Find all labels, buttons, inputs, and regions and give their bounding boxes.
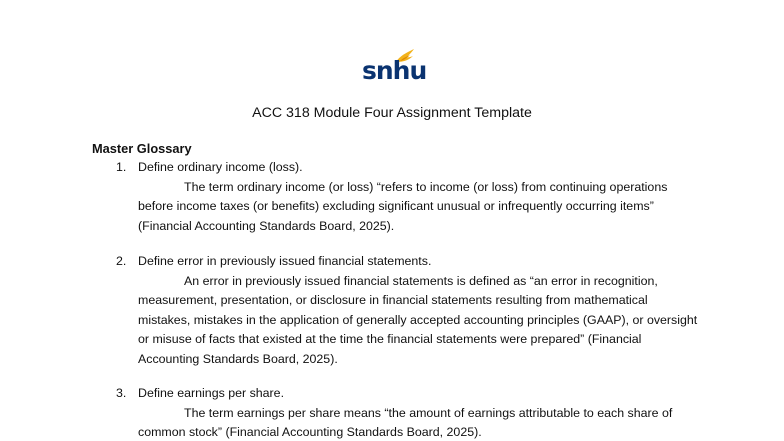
section-heading: Master Glossary [92, 141, 192, 156]
glossary-item [92, 158, 692, 233]
item-number: 1. [116, 160, 127, 174]
item-question: Define error in previously issued financial statements. [138, 254, 432, 268]
logo-wordmark: snhu [362, 56, 427, 85]
item-question: Define earnings per share. [138, 386, 285, 400]
item-number: 3. [116, 386, 127, 400]
document-title: ACC 318 Module Four Assignment Template [252, 105, 532, 121]
item-answer: The term ordinary income (or loss) “refers to income (or loss) from continuing operations before income taxes (or benefits) excluding significant unusual or infrequently occurring items” (Financial Accounting Standards Board, 2025). [138, 179, 668, 233]
item-answer: An error in previously issued financial statements is defined as “an error in recognition, measurement, presentation, or disclosure in financial statements resulting from mathematical mistakes, mistakes in the application of generally accepted accounting principles (GAAP), or oversight or misuse of facts that existed at the time the financial statements were prepared” (Financial Accounting Standards Board, 2025). [138, 273, 698, 366]
glossary-item [92, 252, 698, 366]
snhu-logo [362, 48, 427, 88]
item-answer: The term earnings per share means “the amount of earnings attributable to each share of common stock” (Financial Accounting Standards Board, 2025). [138, 405, 673, 439]
item-number: 2. [116, 254, 127, 268]
item-question: Define ordinary income (loss). [138, 160, 303, 174]
glossary-item [92, 384, 692, 439]
